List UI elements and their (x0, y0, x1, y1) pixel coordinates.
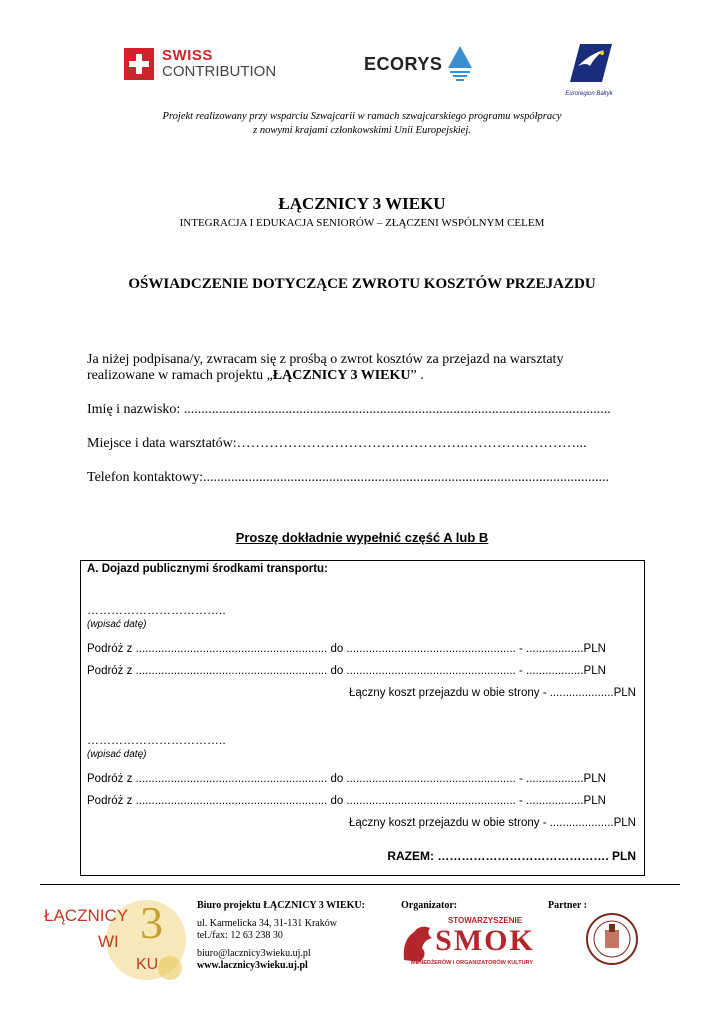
organizer-label: Organizator: (401, 900, 458, 911)
office-address: ul. Karmelicka 34, 31-131 Kraków (197, 918, 337, 929)
euroregion-logo (560, 40, 618, 97)
swiss-cross-icon (124, 48, 154, 80)
fill-instruction: Proszę dokładnie wypełnić część A lub B (235, 530, 489, 545)
logo-text-ku: KU (136, 956, 159, 973)
logo-text-lacznicy: ŁĄCZNICY (44, 906, 129, 925)
date-hint-1: (wpisać datę) (87, 619, 147, 630)
smok-text-bottom: MENEDŻERÓW I ORGANIZATORÓW KULTURY (410, 960, 533, 966)
smok-text-big: SMOK (435, 924, 535, 957)
smok-text-top: STOWARZYSZENIE (447, 916, 523, 925)
project-office-info (197, 900, 397, 972)
date-field-2[interactable]: …………………………….. (87, 733, 226, 747)
swiss-contribution-logo (124, 48, 276, 80)
project-name-bold: ŁĄCZNICY 3 WIEKU (272, 368, 411, 383)
paragraph-line-2-post: ” . (410, 368, 424, 383)
declaration-paragraph (87, 352, 647, 384)
date-field-1[interactable]: …………………………….. (87, 603, 226, 617)
project-intro (0, 110, 724, 138)
grand-total-line[interactable]: RAZEM: ……………………………………. PLN (387, 849, 636, 863)
euroregion-caption: Euroregion Bałtyk (565, 91, 613, 97)
euroregion-bird-icon (560, 40, 618, 86)
logo-number-3: 3 (140, 897, 163, 948)
paragraph-line-2-pre: realizowane w ramach projektu „ (87, 368, 273, 383)
office-website[interactable]: www.lacznicy3wieku.uj.pl (197, 960, 308, 971)
partner-label: Partner : (548, 900, 587, 911)
intro-line-1: Projekt realizowany przy wsparciu Szwajcarii w ramach szwajcarskiego programu współpracy (162, 111, 562, 122)
swiss-logo-text-1: SWISS (162, 47, 213, 64)
name-field[interactable]: Imię i nazwisko: .......................................................................................................................... (87, 402, 611, 417)
paragraph-line-1: Ja niżej podpisana/y, zwracam się z prośbą o zwrot kosztów za przejazd na warsztaty (87, 352, 564, 367)
university-seal-icon (585, 912, 639, 966)
office-email[interactable]: biuro@lacznicy3wieku.uj.pl (197, 948, 311, 959)
trip-line-2[interactable]: Podróż z ............................................................ do ..................................................... - ..................PLN (87, 665, 606, 677)
document-title: ŁĄCZNICY 3 WIEKU (278, 194, 446, 213)
phone-field[interactable]: Telefon kontaktowy:.................................................................................................................... (87, 470, 610, 485)
ecorys-logo-text: ECORYS (364, 53, 443, 74)
partner-seal-logo (585, 912, 639, 971)
total-cost-line-1[interactable]: Łączny koszt przejazdu w obie strony - ....................PLN (349, 687, 636, 699)
workshop-place-date-field[interactable]: Miejsce i data warsztatów:………………………………………….……………………... (87, 436, 587, 451)
office-telfax: tel./fax: 12 63 238 30 (197, 930, 283, 941)
ecorys-triangle-icon (446, 44, 474, 84)
ecorys-logo (364, 44, 474, 84)
total-cost-line-2[interactable]: Łączny koszt przejazdu w obie strony - ....................PLN (349, 817, 636, 829)
logo-text-wi: WI (98, 932, 119, 951)
swiss-logo-text-2: CONTRIBUTION (162, 63, 277, 80)
section-a-title: A. Dojazd publicznymi środkami transportu: (87, 563, 328, 575)
trip-line-4[interactable]: Podróż z ............................................................ do ..................................................... - ..................PLN (87, 795, 606, 807)
lacznicy-3-wieku-logo (40, 890, 190, 990)
date-hint-2: (wpisać datę) (87, 749, 147, 760)
footer-divider (40, 884, 680, 885)
intro-line-2: z nowymi krajami członkowskimi Unii Europejskiej. (253, 125, 471, 136)
document-subtitle: INTEGRACJA I EDUKACJA SENIORÓW – ZŁĄCZENI WSPÓLNYM CELEM (179, 217, 545, 229)
trip-line-1[interactable]: Podróż z ............................................................ do ..................................................... - ..................PLN (87, 643, 606, 655)
declaration-heading: OŚWIADCZENIE DOTYCZĄCE ZWROTU KOSZTÓW PRZEJAZDU (128, 276, 596, 292)
office-label: Biuro projektu ŁĄCZNICY 3 WIEKU: (197, 900, 365, 911)
paragraph-line-2 (87, 368, 647, 384)
trip-line-3[interactable]: Podróż z ............................................................ do ..................................................... - ..................PLN (87, 773, 606, 785)
section-a-form-box (80, 560, 645, 876)
